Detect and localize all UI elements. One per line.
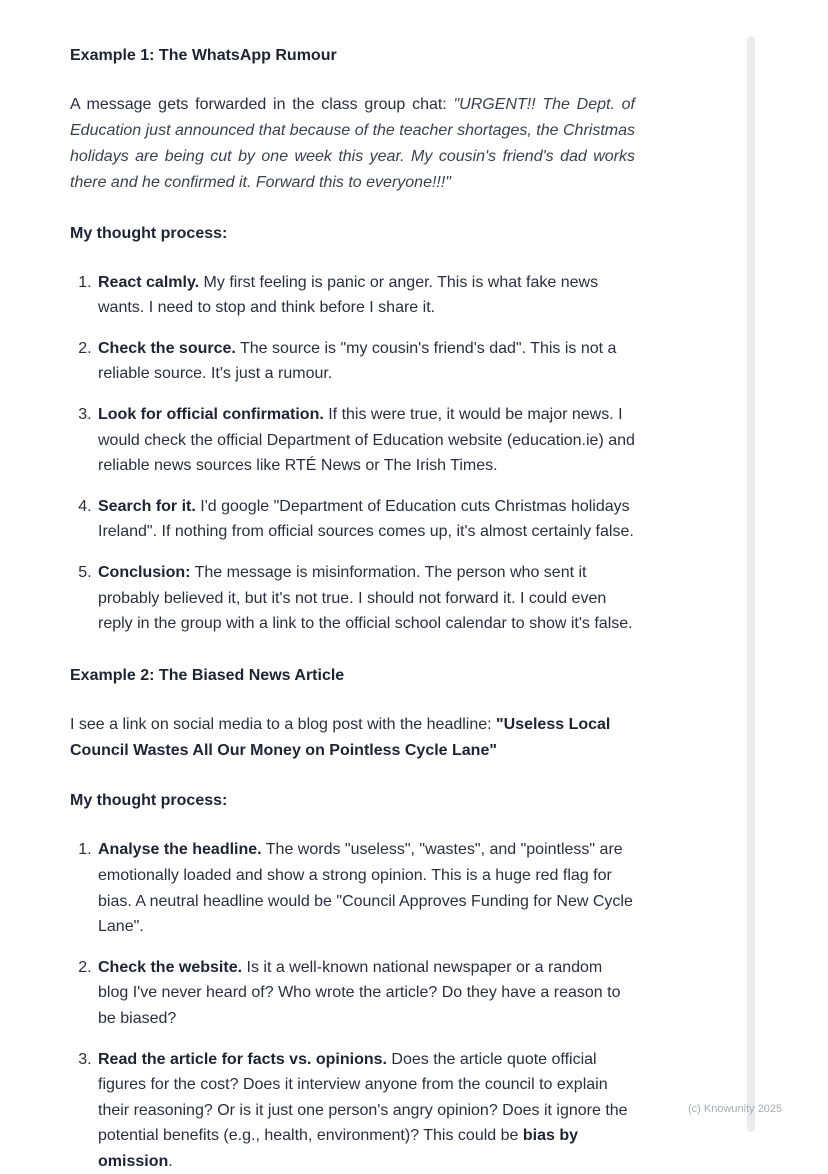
example1-process-heading: My thought process: [70,222,635,245]
example2-heading: Example 2: The Biased News Article [70,664,635,687]
step-lead: Read the article for facts vs. opinions. [98,1051,387,1068]
example2-process-heading: My thought process: [70,789,635,812]
step-item [96,1047,635,1174]
step-body: If this were true, it would be major news. I would check the official Department of Education website (education.ie) and reliable news sources like RTÉ News or The Irish Times. [98,406,635,474]
example2-headline-bold: "Useless Local Council Wastes All Our Money on Pointless Cycle Lane" [70,716,610,759]
step-lead: Search for it. [98,498,196,515]
step-body: My first feeling is panic or anger. This is what fake news wants. I need to stop and think before I share it. [98,274,598,317]
step-item [96,560,635,637]
step-body: Does the article quote official figures for the cost? Does it interview anyone from the council to explain their reasoning? Or is it just one person's angry opinion? Does it ignore the potential benefits (e.g., health, environment)? This could be [98,1051,628,1145]
step-body: The message is misinformation. The person who sent it probably believed it, but it's not true. I should not forward it. I could even reply in the group with a link to the official school calendar to show it's false. [98,564,633,632]
step-item [96,494,635,545]
step-lead: Check the website. [98,959,242,976]
step-tail: . [168,1153,172,1170]
step-body: I'd google "Department of Education cuts Christmas holidays Ireland". If nothing from official sources comes up, it's almost certainly false. [98,498,634,541]
step-lead: Check the source. [98,340,236,357]
step-item [96,336,635,387]
step-bold-tail: bias by omission [98,1127,578,1170]
step-item [96,837,635,939]
step-body: The source is "my cousin's friend's dad". This is not a reliable source. It's just a rumour. [98,340,616,383]
example2-intro-lead: I see a link on social media to a blog post with the headline: [70,716,496,733]
step-item [96,955,635,1032]
watermark: (c) Knowunity 2025 [688,1103,782,1115]
example1-heading: Example 1: The WhatsApp Rumour [70,44,635,67]
scrollbar-thumb[interactable] [747,36,755,1132]
step-lead: Look for official confirmation. [98,406,324,423]
step-lead: React calmly. [98,274,199,291]
step-body: Is it a well-known national newspaper or a random blog I've never heard of? Who wrote the article? Do they have a reason to be biased? [98,959,620,1027]
example2-steps [70,837,635,1174]
example1-intro [70,92,635,196]
example1-steps [70,270,635,637]
step-lead: Analyse the headline. [98,841,262,858]
example1-quote: "URGENT!! The Dept. of Education just announced that because of the teacher shortages, the Christmas holidays are being cut by one week this year. My cousin's friend's dad works there and he confirmed it. Forward this to everyone!!!" [70,96,635,191]
step-body: The words "useless", "wastes", and "pointless" are emotionally loaded and show a strong opinion. This is a huge red flag for bias. A neutral headline would be "Council Approves Funding for New Cycle Lane". [98,841,633,935]
example2-intro [70,712,635,764]
step-item [96,270,635,321]
step-item [96,402,635,479]
step-lead: Conclusion: [98,564,190,581]
example1-intro-lead: A message gets forwarded in the class group chat: [70,96,454,113]
